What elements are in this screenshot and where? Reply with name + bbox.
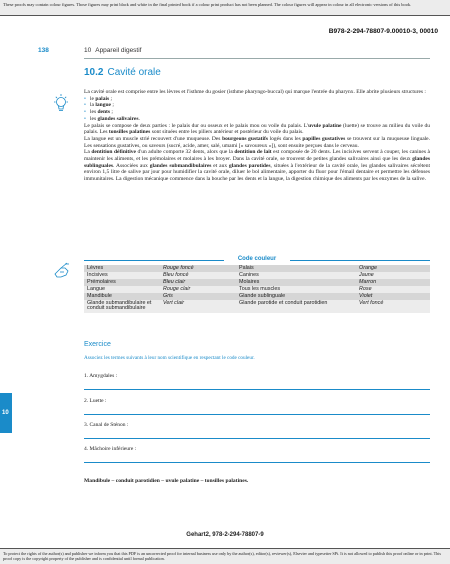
- structure-cell: Incisives: [84, 272, 160, 279]
- exercise-item: 4. Mâchoire inférieure :: [84, 446, 137, 452]
- section-title: [84, 67, 161, 78]
- pointing-hand-icon: [52, 262, 72, 282]
- structure-cell: Molaires: [236, 279, 356, 286]
- footer-code: Gehart2, 978-2-294-78807-9: [186, 532, 264, 538]
- color-cell: Orange: [356, 265, 430, 272]
- structure-cell: Glande submandibulaire et conduit submandibulaire: [84, 300, 160, 313]
- chapter-title: Appareil digestif: [95, 47, 142, 54]
- color-cell: Bleu clair: [160, 279, 236, 286]
- list-item: • les dents ;: [84, 109, 430, 116]
- chapter-side-tab: [0, 393, 12, 433]
- code-couleur-header: [84, 256, 430, 264]
- header-rule: [84, 58, 430, 59]
- exercise-item: 1. Amygdales :: [84, 373, 118, 379]
- dentition-paragraph: La dentition définitive d'un adulte comporte 32 dents, alors que la dentition de lait est composée de 20 dents. Les incisives servent à couper, les canines à maintenir les aliments, et les prémolaires et molaires à les broyer. Dans la cavité orale, se trouvent de petites glandes salivaires ainsi que les deux glandes sublinguales. Associées aux glandes submandibulaires et aux glandes parotides, situées à l'extérieur de la cavité orale, les glandes salivaires sécrètent environ 1,5 litre de salive par jour pour humidifier la cavité orale, diluer le bol alimentaire, apporter du fluor pour l'émail dentaire et permettre les défenses immunitaires. La digestion mécanique commence dans la bouche par les dents et la langue, la digestion chimique des aliments par les enzymes de la salive.: [84, 149, 430, 183]
- section-title-text: Cavité orale: [107, 67, 161, 78]
- isbn-header: B978-2-294-78807-9.00010-3, 00010: [328, 28, 438, 35]
- page-number: 138: [38, 47, 49, 54]
- table-row: [84, 279, 430, 286]
- table-row: [84, 272, 430, 279]
- code-couleur-title: Code couleur: [237, 256, 277, 262]
- structure-cell: Palais: [236, 265, 356, 272]
- side-tab-number: 10: [2, 410, 9, 416]
- list-item: • la langue ;: [84, 102, 430, 109]
- color-cell: Bleu foncé: [160, 272, 236, 279]
- section-number: 10.2: [84, 67, 104, 78]
- exercise-item: 3. Canal de Sténon :: [84, 422, 129, 428]
- answer-line[interactable]: [84, 414, 430, 415]
- color-cell: Vert clair: [160, 300, 236, 313]
- color-cell: Jaune: [356, 272, 430, 279]
- code-couleur-box: [84, 256, 430, 332]
- color-cell: Violet: [356, 293, 430, 300]
- color-cell: Gris: [160, 293, 236, 300]
- exercise-instruction: Associez les termes suivants à leur nom scientifique en respectant le code couleur.: [84, 355, 255, 361]
- exercise-item: 2. Luette :: [84, 398, 107, 404]
- table-row: [84, 293, 430, 300]
- list-item: • les glandes salivaires.: [84, 116, 430, 123]
- palais-paragraph: Le palais se compose de deux parties : le palais dur ou osseux et le palais mou ou voile du palais. L'uvule palatine (luette) se trouve au milieu du voile du palais. Les tonsilles palatines sont situées entre les piliers antérieur et postérieur du voile du palais.: [84, 122, 430, 136]
- table-row: [84, 265, 430, 272]
- color-cell: Rouge foncé: [160, 265, 236, 272]
- lightbulb-icon: [52, 93, 70, 115]
- structure-cell: Glande parotide et conduit parotidien: [236, 300, 356, 313]
- structure-cell: Canines: [236, 272, 356, 279]
- structure-cell: Glande sublinguale: [236, 293, 356, 300]
- code-couleur-table: [84, 265, 430, 313]
- list-item: • le palais ;: [84, 96, 430, 103]
- structure-cell: Lèvres: [84, 265, 160, 272]
- exercise-title: Exercice: [84, 341, 111, 348]
- exercise-answer: Mandibule – conduit parotidien – uvule palatine – tonsilles palatines.: [84, 478, 249, 484]
- color-cell: Rouge clair: [160, 286, 236, 293]
- color-cell: Vert foncé: [356, 300, 430, 313]
- chapter-number: 10: [84, 47, 92, 54]
- color-cell: Rose: [356, 286, 430, 293]
- structure-cell: Prémolaires: [84, 279, 160, 286]
- body-text: [84, 89, 430, 183]
- answer-line[interactable]: [84, 438, 430, 439]
- chapter-running-head: [84, 47, 141, 54]
- table-row: [84, 286, 430, 293]
- proof-notice-bottom: To protect the rights of the author(s) and publisher we inform you that this PDF is an uncorrected proof for internal business use only by the author(s), editor(s), reviewer(s), Elsevier and typesetter SPi. It is not allowed to publish this proof online or in print. This proof copy is the copyright property of the publisher and is confidential until formal publication.: [0, 548, 450, 564]
- proof-notice-top: These proofs may contain colour figures. Those figures may print black and white in the final printed book if a colour print product has not been planned. The colour figures will appear in colour in all electronic versions of this book.: [0, 0, 450, 16]
- structure-cell: Tous les muscles: [236, 286, 356, 293]
- structures-list: [84, 96, 430, 123]
- structure-cell: Mandibule: [84, 293, 160, 300]
- table-row: [84, 300, 430, 313]
- intro-paragraph: La cavité orale est comprise entre les lèvres et l'isthme du gosier (isthme pharyngo-buccal) qui marque l'entrée du pharynx. Elle abrite plusieurs structures :: [84, 89, 426, 95]
- color-cell: Marron: [356, 279, 430, 286]
- answer-line[interactable]: [84, 389, 430, 390]
- structure-cell: Langue: [84, 286, 160, 293]
- langue-paragraph: La langue est un muscle strié recouvert d'une muqueuse. Des bourgeons gustatifs logés dans les papilles gustatives se trouvent sur la muqueuse linguale. Les sensations gustatives, ou saveurs (sucré, acide, amer, salé, umami [« savoureux »]), sont ensuite perçues dans le cerveau.: [84, 135, 430, 149]
- answer-line[interactable]: [84, 462, 430, 463]
